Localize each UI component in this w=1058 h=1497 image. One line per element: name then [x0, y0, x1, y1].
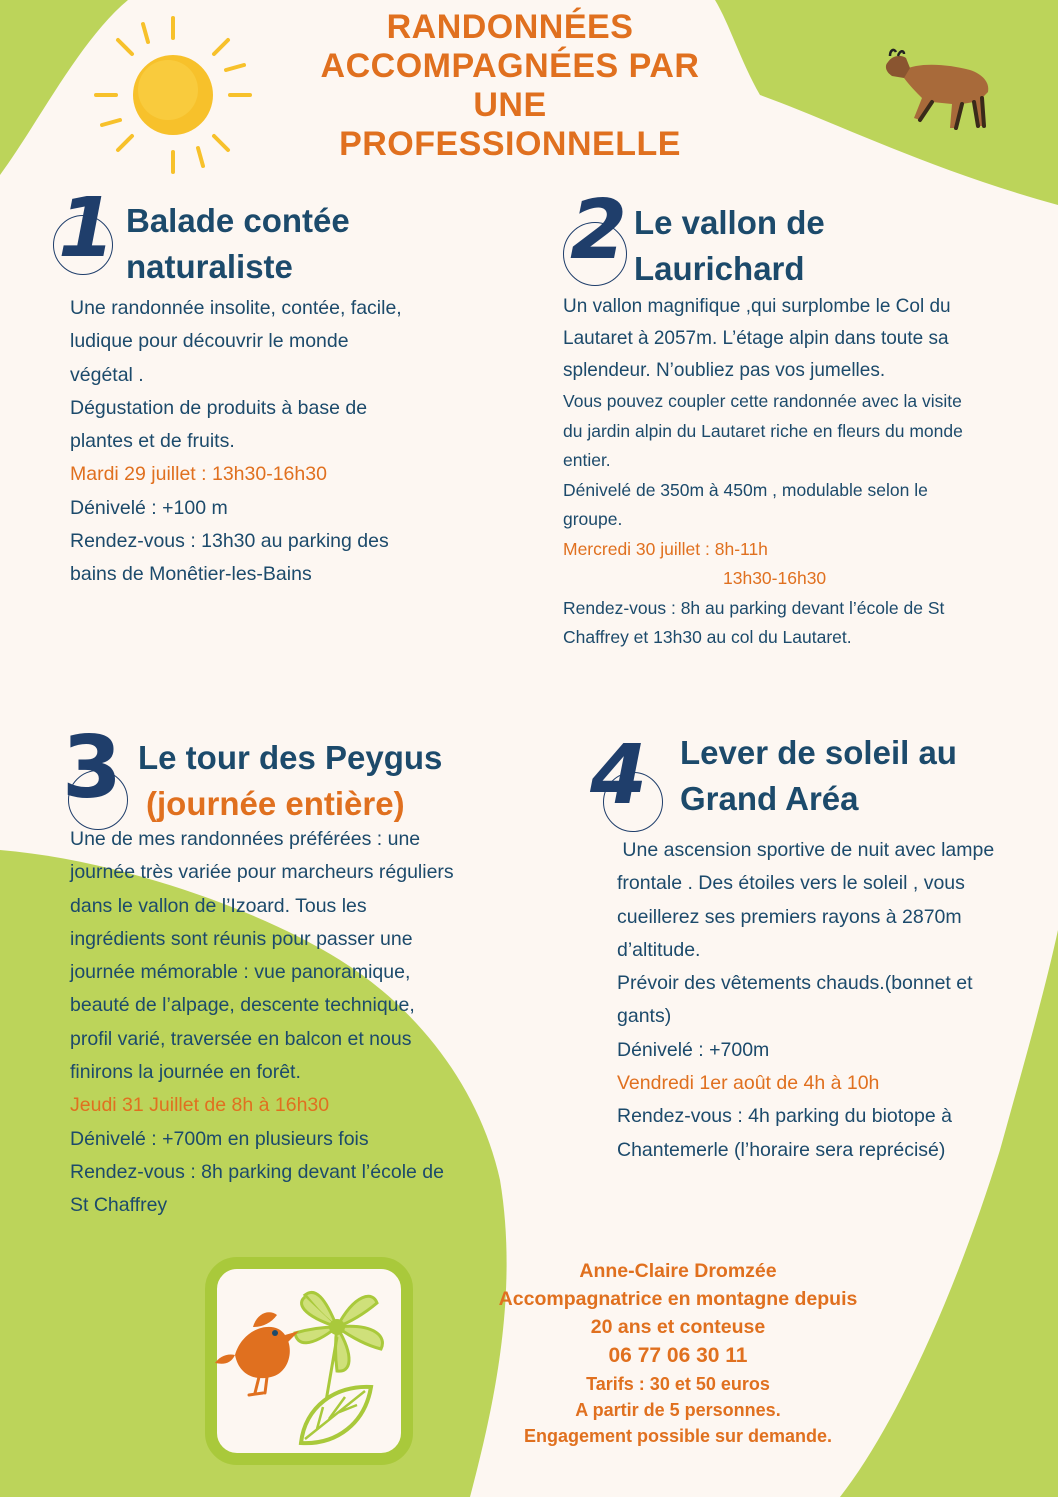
- hike-4-meeting: Chantemerle (l’horaire sera reprécisé): [617, 1138, 946, 1161]
- text-line: Une randonnée insolite, contée, facile,: [70, 297, 402, 319]
- text-line: ingrédients sont réunis pour passer une: [70, 927, 413, 950]
- hike-1-meeting: Rendez-vous : 13h30 au parking des: [70, 530, 389, 553]
- hike-number-1: 1: [58, 181, 116, 276]
- hike-4-description: [617, 834, 994, 1167]
- bird-flower-logo-icon: [205, 1257, 413, 1465]
- hike-2-title: [634, 200, 825, 292]
- contact-role: 20 ans et conteuse: [590, 1316, 766, 1338]
- text-line: ludique pour découvrir le monde: [70, 330, 349, 353]
- text-line: cueillerez ses premiers rayons à 2870m: [617, 905, 962, 928]
- contact-engagement: Engagement possible sur demande.: [523, 1426, 833, 1446]
- title-line: ACCOMPAGNÉES PAR: [320, 47, 700, 85]
- hike-3-meeting: Rendez-vous : 8h parking devant l’école de: [70, 1160, 444, 1183]
- text-line: journée très variée pour marcheurs réguliers: [70, 861, 454, 884]
- text-line: splendeur. N’oubliez pas vos jumelles.: [563, 360, 886, 381]
- text-line: finirons la journée en forêt.: [70, 1061, 301, 1084]
- text-line: d’altitude.: [617, 938, 701, 961]
- text-line: Un vallon magnifique ,qui surplombe le Col du: [563, 296, 951, 317]
- hike-title-line: Grand Aréa: [680, 780, 859, 817]
- contact-group: A partir de 5 personnes.: [575, 1400, 781, 1420]
- hike-title-line: Le vallon de: [634, 204, 825, 241]
- text-line: gants): [617, 1005, 672, 1028]
- hike-1-elevation: Dénivelé : +100 m: [70, 496, 228, 519]
- hike-2-date: Mercredi 30 juillet : 8h-11h: [563, 538, 768, 559]
- hike-3-elevation: Dénivelé : +700m en plusieurs fois: [70, 1127, 369, 1150]
- page-title: [270, 8, 750, 164]
- hike-number-2: 2: [570, 183, 628, 278]
- hike-title-line: (journée entière): [146, 785, 405, 822]
- text-line: Une de mes randonnées préférées : une: [70, 828, 421, 850]
- text-line: Dégustation de produits à base de: [70, 396, 368, 419]
- contact-block: [440, 1257, 916, 1449]
- hike-title-line: Le tour des Peygus: [138, 739, 443, 776]
- title-line: PROFESSIONNELLE: [339, 125, 681, 163]
- text-line: Vous pouvez coupler cette randonnée avec la visite: [563, 391, 962, 411]
- hike-4-meeting: Rendez-vous : 4h parking du biotope à: [617, 1105, 952, 1128]
- hike-3-meeting: St Chaffrey: [70, 1194, 168, 1217]
- hike-2-meeting: Rendez-vous : 8h au parking devant l’école de St: [563, 597, 945, 618]
- hike-1-meeting: bains de Monêtier-les-Bains: [70, 563, 312, 586]
- hike-number-3: 3: [62, 718, 122, 818]
- hike-4-elevation: Dénivelé : +700m: [617, 1038, 770, 1061]
- hike-1-description: [70, 292, 402, 592]
- hike-3-description: [70, 823, 454, 1223]
- title-line: RANDONNÉES: [386, 8, 634, 46]
- text-line: groupe.: [563, 509, 623, 529]
- hike-2-description: [563, 291, 951, 387]
- sun-icon: [88, 10, 258, 180]
- hike-3-date: Jeudi 31 Juillet de 8h à 16h30: [70, 1094, 330, 1117]
- hike-title-line: Lever de soleil au: [680, 734, 957, 771]
- text-line: frontale . Des étoiles vers le soleil , vous: [617, 872, 965, 895]
- contact-role: Accompagnatrice en montagne depuis: [498, 1288, 858, 1310]
- hike-title-line: naturaliste: [126, 248, 293, 285]
- text-line: plantes et de fruits.: [70, 430, 235, 453]
- text-line: journée mémorable : vue panoramique,: [70, 961, 411, 984]
- chamois-icon: [878, 48, 1006, 132]
- text-line: Lautaret à 2057m. L’étage alpin dans toute sa: [563, 328, 949, 349]
- hike-1-title: [126, 198, 350, 290]
- hike-1-date: Mardi 29 juillet : 13h30-16h30: [70, 463, 327, 486]
- text-line: Prévoir des vêtements chauds.(bonnet et: [617, 972, 973, 995]
- text-line: profil varié, traversée en balcon et nous: [70, 1027, 412, 1050]
- contact-name: Anne-Claire Dromzée: [579, 1260, 777, 1282]
- hike-4-title: [680, 730, 957, 822]
- text-line: végétal .: [70, 363, 144, 386]
- hike-2-date-2: 13h30-16h30: [723, 568, 827, 588]
- hike-3-title: [138, 735, 442, 827]
- text-line: Dénivelé de 350m à 450m , modulable selon le: [563, 479, 928, 500]
- text-line: entier.: [563, 450, 611, 470]
- title-line: UNE: [473, 86, 547, 124]
- hike-title-line: Laurichard: [634, 250, 805, 287]
- text-line: dans le vallon de l’Izoard. Tous les: [70, 894, 367, 917]
- text-line: du jardin alpin du Lautaret riche en fleurs du monde: [563, 420, 963, 441]
- hike-4-date: Vendredi 1er août de 4h à 10h: [617, 1072, 880, 1095]
- contact-phone[interactable]: 06 77 06 30 11: [608, 1344, 748, 1367]
- hike-2-details: [563, 387, 963, 653]
- hike-title-line: Balade contée: [126, 202, 350, 239]
- text-line: beauté de l’alpage, descente technique,: [70, 994, 415, 1017]
- hike-number-4: 4: [590, 728, 648, 823]
- hike-2-meeting: Chaffrey et 13h30 au col du Lautaret.: [563, 627, 852, 647]
- contact-price: Tarifs : 30 et 50 euros: [586, 1374, 770, 1394]
- text-line: Une ascension sportive de nuit avec lampe: [617, 839, 995, 861]
